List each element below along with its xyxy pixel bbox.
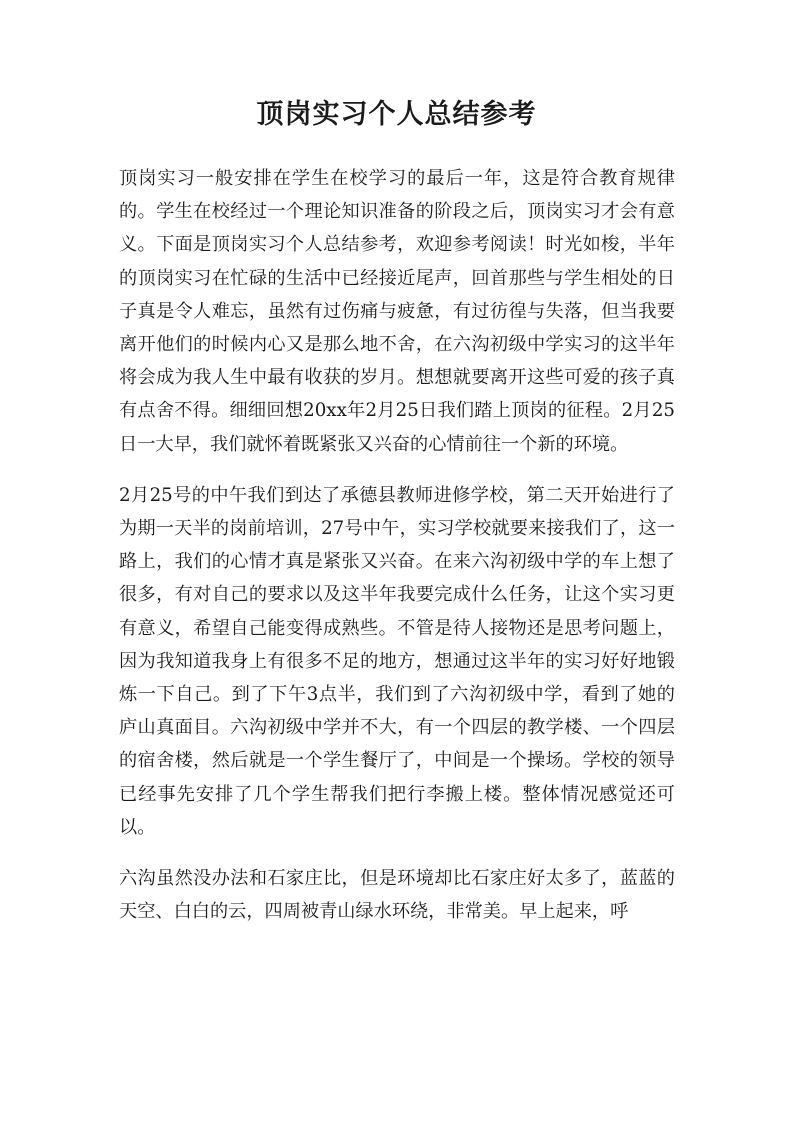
paragraph-3: 六沟虽然没办法和石家庄比，但是环境却比石家庄好太多了，蓝蓝的天空、白白的云，四周被青山绿水环绕，非常美。早上起来，呼 bbox=[119, 868, 675, 923]
paragraph-2: 2月25号的中午我们到达了承德县教师进修学校，第二天开始进行了为期一天半的岗前培训，27号中午，实习学校就要来接我们了，这一路上，我们的心情才真是紧张又兴奋。在来六沟初级中学的车上想了很多，有对自己的要求以及这半年我要完成什么任务，让这个实习更有意义，希望自己能变得成熟些。不管是待人接物还是思考问题上，因为我知道我身上有很多不足的地方，想通过这半年的实习好好地锻炼一下自己。到了下午3点半，我们到了六沟初级中学，看到了她的庐山真面目。六沟初级中学并不大，有一个四层的教学楼、一个四层的宿舍楼，然后就是一个学生餐厅了，中间是一个操场。学校的领导已经事先安排了几个学生帮我们把行李搬上楼。整体情况感觉还可以。 bbox=[119, 484, 675, 838]
document-title: 顶岗实习个人总结参考 bbox=[256, 99, 537, 130]
document-body bbox=[119, 162, 675, 946]
paragraph-1: 顶岗实习一般安排在学生在校学习的最后一年，这是符合教育规律的。学生在校经过一个理论知识准备的阶段之后，顶岗实习才会有意义。下面是顶岗实习个人总结参考，欢迎参考阅读！时光如梭，半年的顶岗实习在忙碌的生活中已经接近尾声，回首那些与学生相处的日子真是令人难忘，虽然有过伤痛与疲惫，有过彷徨与失落，但当我要离开他们的时候内心又是那么地不舍，在六沟初级中学实习的这半年将会成为我人生中最有收获的岁月。想想就要离开这些可爱的孩子真有点舍不得。细细回想20xx年2月25日我们踏上顶岗的征程。2月25日一大早，我们就怀着既紧张又兴奋的心情前往一个新的环境。 bbox=[119, 168, 675, 455]
